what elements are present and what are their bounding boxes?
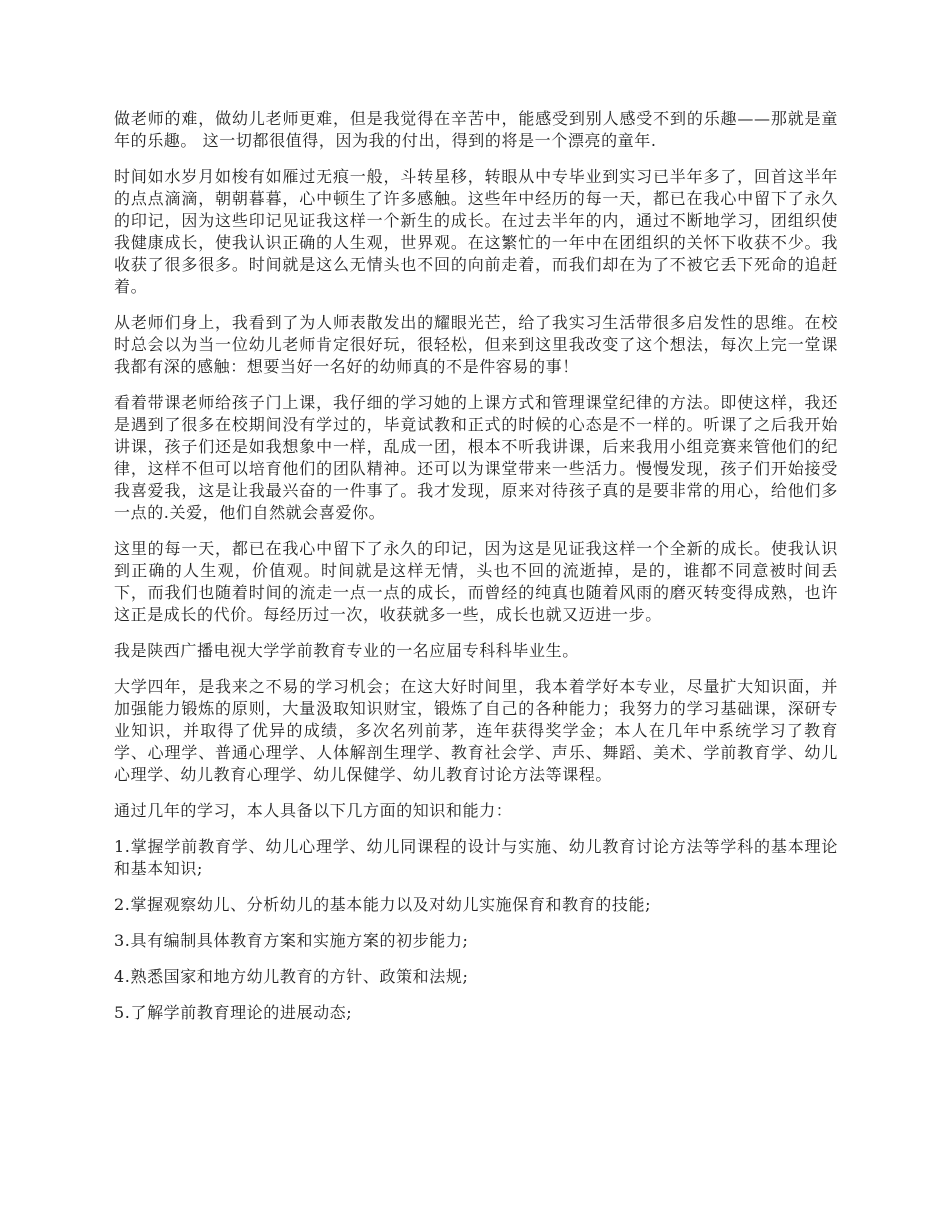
paragraph-2: 时间如水岁月如梭有如雁过无痕一般，斗转星移，转眼从中专毕业到实习已半年多了，回首这半年的点点滴滴，朝朝暮暮，心中顿生了许多感触。这些年中经历的每一天，都已在我心中留下了永久的印记，因为这些印记见证我这样一个新生的成长。在过去半年的内，通过不断地学习，团组织使我健康成长，使我认识正确的人生观，世界观。在这繁忙的一年中在团组织的关怀下收获不少。我收获了很多很多。时间就是这么无情头也不回的向前走着，而我们却在为了不被它丢下死命的追赶着。 [114, 167, 838, 296]
paragraph-6: 我是陕西广播电视大学学前教育专业的一名应届专科科毕业生。 [114, 641, 579, 660]
paragraph-8: 通过几年的学习，本人具备以下几方面的知识和能力： [114, 801, 513, 820]
list-item-5: 5.了解学前教育理论的进展动态; [114, 1003, 353, 1022]
list-item-2: 2.掌握观察幼儿、分析幼儿的基本能力以及对幼儿实施保育和教育的技能; [114, 895, 652, 914]
list-item-3: 3.具有编制具体教育方案和实施方案的初步能力; [114, 931, 469, 950]
list-item-4: 4.熟悉国家和地方幼儿教育的方针、政策和法规; [114, 967, 469, 986]
paragraph-5: 这里的每一天，都已在我心中留下了永久的印记，因为这是见证我这样一个全新的成长。使我认识到正确的人生观，价值观。时间就是这样无情，头也不回的流逝掉，是的，谁都不同意被时间丢下，而我们也随着时间的流走一点一点的成长，而曾经的纯真也随着风雨的磨灭转变得成熟，也许这正是成长的代价。每经历过一次，收获就多一些，成长也就又迈进一步。 [114, 539, 838, 624]
paragraph-3: 从老师们身上，我看到了为人师表散发出的耀眼光芒，给了我实习生活带很多启发性的思维。在校时总会以为当一位幼儿老师肯定很好玩，很轻松，但来到这里我改变了这个想法，每次上完一堂课我都有深的感触：想要当好一名好的幼师真的不是件容易的事！ [114, 313, 838, 376]
paragraph-7: 大学四年，是我来之不易的学习机会；在这大好时间里，我本着学好本专业，尽量扩大知识面，并加强能力锻炼的原则，大量汲取知识财宝，锻炼了自己的各种能力；我努力的学习基础课，深研专业知识，并取得了优异的成绩，多次名列前茅，连年获得奖学金；本人在几年中系统学习了教育学、心理学、普通心理学、人体解剖生理学、教育社会学、声乐、舞蹈、美术、学前教育学、幼儿心理学、幼儿教育心理学、幼儿保健学、幼儿教育讨论方法等课程。 [114, 677, 838, 784]
paragraph-4: 看着带课老师给孩子门上课，我仔细的学习她的上课方式和管理课堂纪律的方法。即使这样，我还是遇到了很多在校期间没有学过的，毕竟试教和正式的时候的心态是不一样的。听课了之后我开始讲课，孩子们还是如我想象中一样，乱成一团，根本不听我讲课，后来我用小组竞赛来管他们的纪律，这样不但可以培育他们的团队精神。还可以为课堂带来一些活力。慢慢发现，孩子们开始接受我喜爱我，这是让我最兴奋的一件事了。我才发现，原来对待孩子真的是要非常的用心，给他们多一点的.关爱，他们自然就会喜爱你。 [114, 393, 838, 522]
list-item-1: 1.掌握学前教育学、幼儿心理学、幼儿同课程的设计与实施、幼儿教育讨论方法等学科的基本理论和基本知识; [114, 837, 838, 878]
paragraph-1: 做老师的难，做幼儿老师更难，但是我觉得在辛苦中，能感受到别人感受不到的乐趣——那就是童年的乐趣。 这一切都很值得，因为我的付出，得到的将是一个漂亮的童年. [114, 109, 838, 150]
